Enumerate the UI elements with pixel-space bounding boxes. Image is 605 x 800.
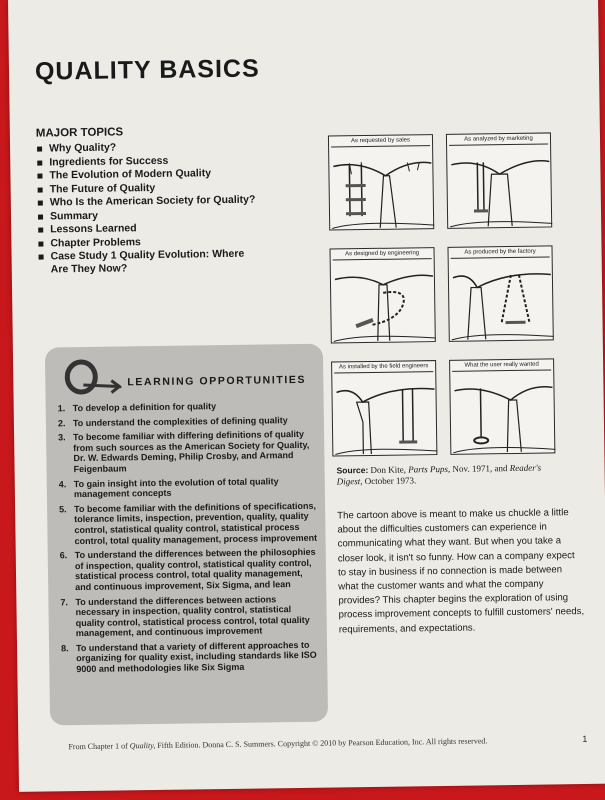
list-item: 4. To gain insight into the evolution of total quality management concepts (58, 475, 279, 500)
major-topics-list (36, 140, 258, 277)
tree-swing-cartoon (328, 132, 559, 459)
topic-item: Ingredients for Success (36, 153, 256, 169)
tree-swing-icon (331, 248, 437, 344)
list-item: 3. To become familiar with differing definitions of quality from such sources as the American Society for Quality, Dr. W. Edwards Deming, Philip Crosby, and Armand Feigenbaum (58, 429, 310, 475)
panel-caption: As designed by engineering (333, 250, 432, 260)
cartoon-panel (449, 358, 555, 454)
learning-opportunities-list (58, 400, 320, 679)
learning-opportunities-heading: LEARNING OPPORTUNITIES (127, 373, 307, 389)
cartoon-panel (447, 245, 553, 341)
chapter-title: QUALITY BASICS (34, 54, 260, 86)
panel-caption: As produced by the factory (451, 248, 550, 258)
cartoon-panel (446, 132, 552, 228)
cartoon-panel (331, 360, 437, 456)
q-arrow-icon (61, 356, 122, 397)
panel-caption: As analyzed by marketing (449, 135, 548, 145)
list-item: 8. To understand that a variety of different approaches to organizing for quality exist, including standards like ISO 9000 and methodologies like Six Sigma (60, 639, 317, 675)
list-item: 5. To become familiar with the definitions of specifications, tolerance limits, inspection, prevention, quality, quality control, statistical quality control, statistical process control, total quality management, process improvement (59, 500, 318, 546)
tree-swing-icon (447, 133, 553, 229)
panel-caption: What the user really wanted (452, 361, 551, 371)
page-number: 1 (582, 733, 588, 745)
list-item: 6. To understand the differences between the philosophies of inspection, quality control, statistical quality control, statistical process control, total quality management, and continuous improvement, Six Sigma, and lean (59, 546, 316, 593)
tree-swing-icon (329, 135, 435, 231)
major-topics-heading: MAJOR TOPICS (35, 126, 124, 140)
topic-item: Lessons Learned (37, 221, 257, 237)
cartoon-panel (328, 134, 434, 230)
page-footer: From Chapter 1 of Quality, Fifth Edition. Donna C. S. Summers. Copyright © 2010 by Pearson Education, Inc. All rights reserved. (68, 736, 488, 752)
topic-item: The Future of Quality (37, 180, 257, 196)
learning-opportunities-box (45, 344, 328, 726)
panel-caption: As installed by the field engineers (334, 363, 433, 373)
cartoon-panel (330, 247, 436, 343)
topic-item: Summary (37, 207, 257, 223)
topic-item: Who Is the American Society for Quality? (37, 194, 257, 210)
tree-swing-icon (450, 359, 556, 455)
list-item: 2. To understand the complexities of defining quality (57, 414, 288, 428)
topic-item: The Evolution of Modern Quality (36, 167, 256, 183)
tree-swing-icon (332, 361, 438, 457)
body-paragraph: The cartoon above is meant to make us chuckle a little about the difficulties customers can experience in communicating what they want. But when you take a closer look, it isn't so funny. How can a company expect to stay in business if no connection is made between what the customer wants and what the company provides? This chapter begins the exploration of using process improvement concepts to fulfill customers' needs, requirements, and expectations. (337, 507, 585, 636)
list-item: 1. To develop a definition for quality (57, 401, 217, 414)
topic-item: Case Study 1 Quality Evolution: Where Are They Now? (38, 248, 258, 276)
topic-item: Chapter Problems (37, 234, 257, 250)
list-item: 7. To understand the differences between actions necessary in inspection, quality control, statistical quality control, statistical process control, total quality management, and continuous improvement (60, 593, 310, 639)
cartoon-source: Source: Don Kite, Parts Pups, Nov. 1971, and Reader's Digest, October 1973. (336, 462, 542, 487)
tree-swing-icon (449, 246, 555, 342)
topic-item: Why Quality? (36, 140, 256, 156)
book-page (8, 0, 605, 792)
panel-caption: As requested by sales (331, 137, 430, 147)
